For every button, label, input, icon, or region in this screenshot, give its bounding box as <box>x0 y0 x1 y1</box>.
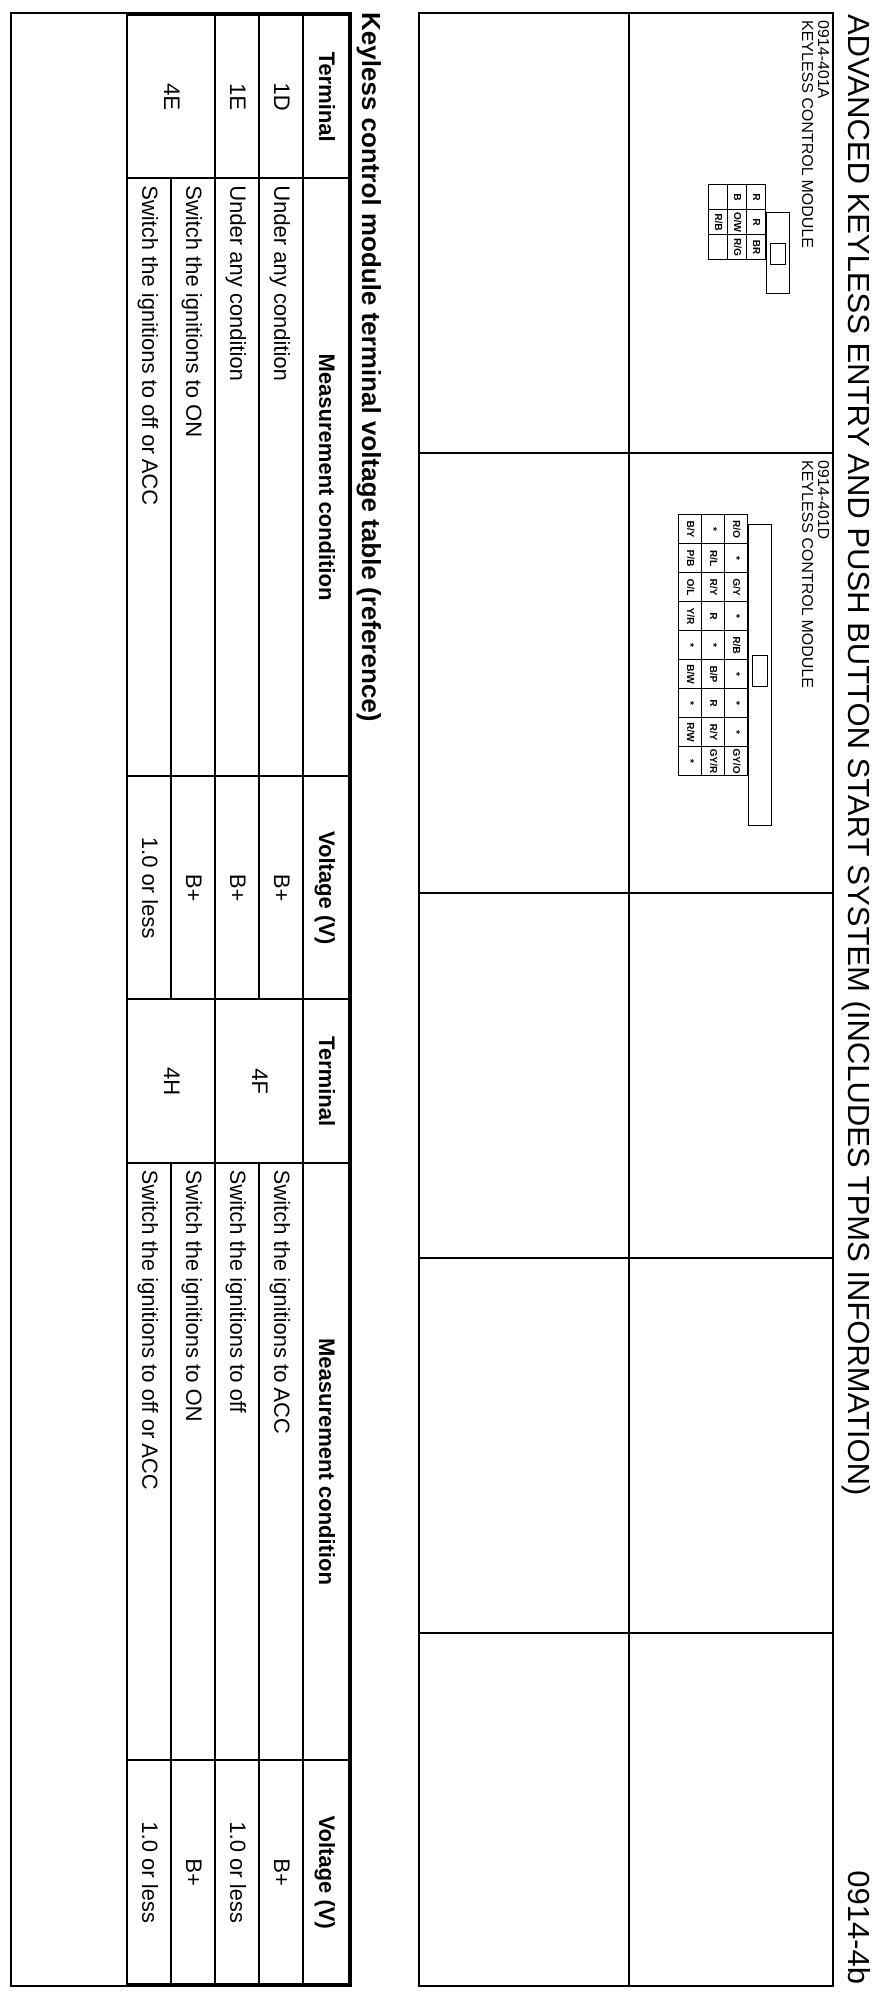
pin: * <box>702 515 725 544</box>
pin: BR <box>747 235 766 260</box>
connector-name: KEYLESS CONTROL MODULE <box>798 20 815 248</box>
pin: R <box>702 689 725 718</box>
terminal-cell: 4H <box>127 999 215 1162</box>
pin: O/W <box>728 210 747 235</box>
voltage-cell: B+ <box>171 776 215 1000</box>
pin: * <box>725 544 748 573</box>
empty-cell <box>420 454 628 894</box>
voltage-cell: 1.0 or less <box>127 1760 171 1984</box>
terminal-cell: 4F <box>215 999 303 1162</box>
pin: * <box>725 602 748 631</box>
pin: O/L <box>679 573 702 602</box>
pin: * <box>725 689 748 718</box>
header-terminal: Terminal <box>303 999 349 1162</box>
voltage-cell: B+ <box>171 1760 215 1984</box>
pin: B <box>728 185 747 210</box>
pin: * <box>725 718 748 747</box>
pin: G/Y <box>725 573 748 602</box>
pin: R/W <box>679 718 702 747</box>
condition-cell: Switch the ignitions to off <box>215 1163 259 1761</box>
voltage-table <box>10 12 352 1987</box>
voltage-cell: 1.0 or less <box>127 776 171 1000</box>
connector-diagram-401d <box>678 514 772 826</box>
pin: * <box>725 660 748 689</box>
pin: R <box>702 602 725 631</box>
empty-cell <box>628 1634 832 1985</box>
pin <box>709 185 728 210</box>
voltage-cell: B+ <box>259 1760 303 1984</box>
header-condition: Measurement condition <box>303 178 349 776</box>
condition-cell: Switch the ignitions to ACC <box>259 1163 303 1761</box>
header-voltage: Voltage (V) <box>303 1760 349 1984</box>
connector-code: 0914-401D <box>814 460 831 540</box>
table-row <box>259 15 303 1984</box>
pin: GY/R <box>702 747 725 776</box>
empty-cell <box>628 894 832 1259</box>
terminal-cell: 4E <box>127 15 215 178</box>
empty-cell <box>420 1634 628 1985</box>
pin: B/W <box>679 660 702 689</box>
pin: R/G <box>728 235 747 260</box>
connector-grid <box>418 12 834 1987</box>
pin: R/Y <box>702 718 725 747</box>
condition-cell: Switch the ignitions to off or ACC <box>127 178 171 776</box>
page-title <box>838 14 878 1984</box>
pin: R/B <box>709 210 728 235</box>
header-voltage: Voltage (V) <box>303 776 349 1000</box>
empty-cell <box>420 1259 628 1634</box>
pin: * <box>679 747 702 776</box>
pin <box>709 235 728 260</box>
voltage-cell: 1.0 or less <box>215 1760 259 1984</box>
pin: Y/R <box>679 602 702 631</box>
pin: R <box>747 185 766 210</box>
pin: B/Y <box>679 515 702 544</box>
connector-code: 0914-401A <box>814 20 831 99</box>
header-terminal: Terminal <box>303 15 349 178</box>
table-row <box>171 15 215 1984</box>
voltage-cell: B+ <box>215 776 259 1000</box>
terminal-cell: 1E <box>215 15 259 178</box>
pin: * <box>679 689 702 718</box>
connector-cell-401a <box>628 14 832 454</box>
condition-cell: Switch the ignitions to off or ACC <box>127 1163 171 1761</box>
pin: R/Y <box>702 573 725 602</box>
pin: * <box>679 631 702 660</box>
pin: R/B <box>725 631 748 660</box>
header-condition: Measurement condition <box>303 1163 349 1761</box>
condition-cell: Under any condition <box>215 178 259 776</box>
condition-cell: Under any condition <box>259 178 303 776</box>
connector-name: KEYLESS CONTROL MODULE <box>798 460 815 688</box>
condition-cell: Switch the ignitions to ON <box>171 178 215 776</box>
terminal-cell: 1D <box>259 15 303 178</box>
empty-cell <box>420 894 628 1259</box>
page-code: 0914-4b <box>841 1870 876 1984</box>
pin: P/B <box>679 544 702 573</box>
empty-cell <box>420 14 628 454</box>
pin: * <box>702 631 725 660</box>
pin: R <box>747 210 766 235</box>
connector-cell-401d <box>628 454 832 894</box>
connector-diagram-401a <box>708 184 790 294</box>
pin: GY/O <box>725 747 748 776</box>
title-text: ADVANCED KEYLESS ENTRY AND PUSH BUTTON START SYSTEM (INCLUDES TPMS INFORMATION) <box>841 14 876 1496</box>
pin: R/O <box>725 515 748 544</box>
empty-cell <box>628 1259 832 1634</box>
pin: B/P <box>702 660 725 689</box>
pin: R/L <box>702 544 725 573</box>
condition-cell: Switch the ignitions to ON <box>171 1163 215 1761</box>
voltage-table-title: Keyless control module terminal voltage table (reference) <box>356 12 386 722</box>
voltage-cell: B+ <box>259 776 303 1000</box>
